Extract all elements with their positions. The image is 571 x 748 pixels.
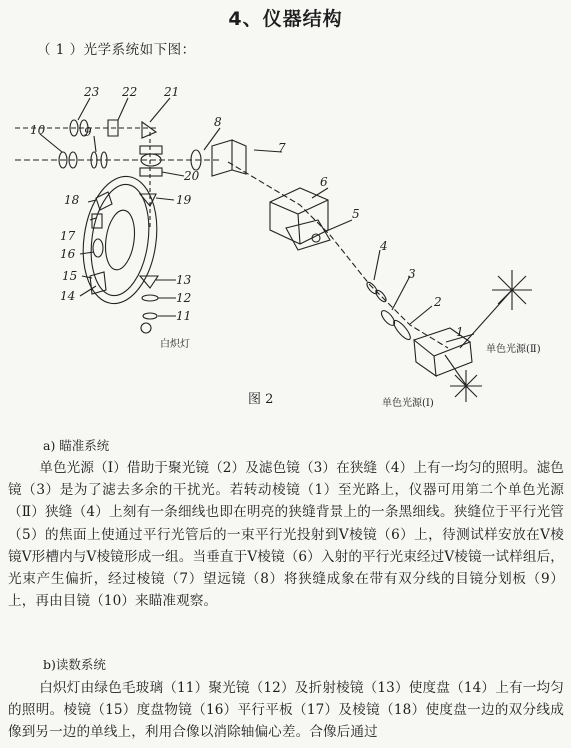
- prism-1-body: [414, 340, 472, 376]
- label-mono-source-2: 单色光源(Ⅱ): [486, 344, 541, 355]
- glass-11: [143, 313, 157, 319]
- dial-14-hub: [102, 208, 138, 271]
- callout-11: 11: [176, 309, 192, 323]
- incandescent-lamp: [141, 323, 151, 333]
- callout-2: 2: [434, 295, 442, 309]
- callout-19: 19: [176, 193, 192, 207]
- figure-caption: 图 2: [248, 392, 274, 407]
- ray-to-source-1: [445, 355, 466, 385]
- optical-system-diagram: [0, 80, 571, 430]
- section-subtitle: （ 1 ）光学系统如下图：: [37, 42, 196, 58]
- callout-17: 17: [60, 229, 76, 243]
- callout-20: 20: [184, 169, 200, 183]
- condenser-12: [142, 295, 158, 301]
- callout-23: 23: [84, 85, 100, 99]
- label-mono-source-1: 单色光源(Ⅰ): [382, 398, 434, 409]
- callout-6: 6: [320, 175, 328, 189]
- prism-21: [142, 122, 156, 138]
- callout-22: 22: [122, 85, 138, 99]
- callout-3: 3: [408, 267, 416, 281]
- slit-4: [365, 281, 379, 296]
- callout-13: 13: [176, 273, 192, 287]
- callout-12: 12: [176, 291, 192, 305]
- section-heading-aiming: a) 瞄准系统: [43, 438, 110, 453]
- callout-15: 15: [62, 269, 78, 283]
- prism-20a: [140, 146, 162, 154]
- mono-source-1-burst: [450, 370, 482, 402]
- section-heading-reading: b)读数系统: [43, 657, 106, 672]
- callout-18: 18: [64, 193, 80, 207]
- prism-7-face: [212, 140, 232, 176]
- callout-16: 16: [60, 247, 76, 261]
- label-incandescent-lamp: 白炽灯: [160, 339, 190, 350]
- dial-14-outer: [75, 172, 164, 309]
- prism-20b: [140, 168, 162, 176]
- callout-7: 7: [278, 141, 286, 155]
- callout-21: 21: [164, 85, 180, 99]
- callout-10: 10: [30, 123, 46, 137]
- callout-14: 14: [60, 289, 76, 303]
- paragraph-reading: 白炽灯由绿色毛玻璃（11）聚光镜（12）及折射棱镜（13）使度盘（14）上有一均匀的照明。棱镜（15）度盘物镜（16）平行平板（17）及棱镜（18）使度盘一边的双分线成像到另一边的单线上，利用合像以消除轴偏心差。合像后通过: [8, 680, 564, 741]
- objective-16: [93, 239, 103, 257]
- callout-8: 8: [214, 115, 222, 129]
- callout-labels: [30, 85, 464, 339]
- page-title: 4、仪器结构: [228, 8, 343, 30]
- callout-1: 1: [456, 325, 464, 339]
- callout-4: 4: [380, 239, 388, 253]
- callout-5: 5: [352, 207, 360, 221]
- mono-source-2-burst: [492, 270, 532, 310]
- collimator-5: [286, 220, 330, 250]
- callout-9: 9: [84, 125, 92, 139]
- paragraph-aiming: 单色光源（Ⅰ）借助于聚光镜（2）及滤色镜（3）在狭缝（4）上有一均匀的照明。滤色镜（3）是为了滤去多余的干扰光。若转动棱镜（1）至光路上，仪器可用第二个单色光源（Ⅱ）狭缝（4）上刻有一条细线也即在明亮的狭缝背景上的一条黑细线。狭缝位于平行光管（5）的焦面上使通过平行光管后的一束平行光投射到Ⅴ棱镜（6）上，待测试样安放在Ⅴ棱镜Ⅴ形槽内与Ⅴ棱镜形成一组。当垂直于Ⅴ棱镜（6）入射的平行光束经过Ⅴ棱镜一试样组后，光束产生偏折，经过棱镜（7）望远镜（8）将狭缝成象在带有双分线的目镜分划板（9）上，再由目镜（10）来瞄准观察。: [8, 460, 564, 610]
- slit-4b: [374, 289, 388, 304]
- ray-to-source-2: [460, 290, 512, 348]
